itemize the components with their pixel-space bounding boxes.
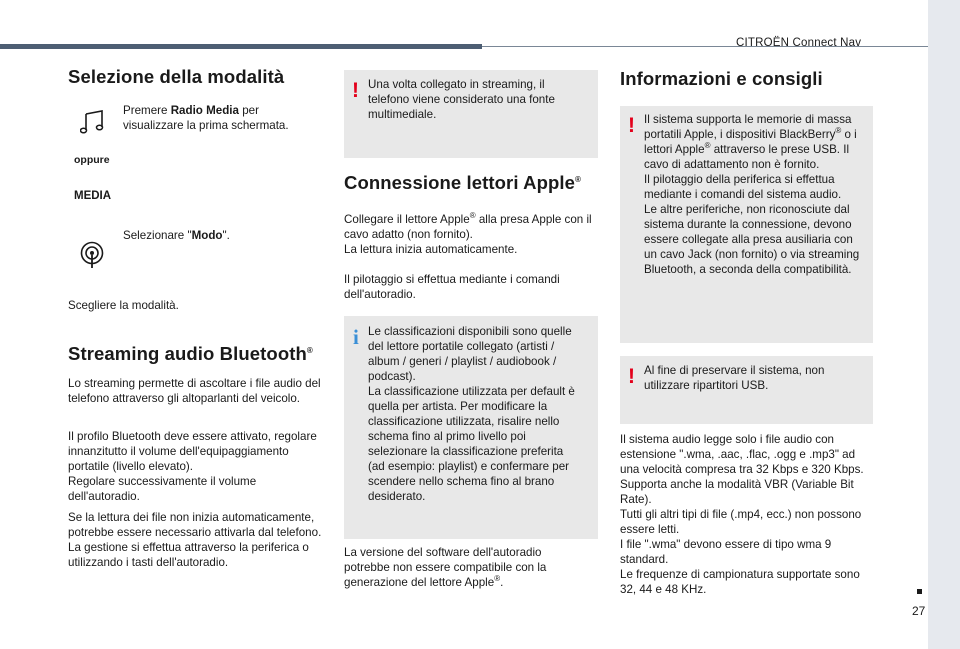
warning-devices-text: Il sistema supporta le memorie di massa portatili Apple, i dispositivi BlackBerry® o i lettori Apple® attraverso le prese USB. Il cavo di adattamento non è fornito. Il pilotaggio della periferica si effettua mediante i comandi del sistema audio. Le altre periferiche, non riconosciute dal sistema durante la connessione, devono essere collegate alla presa ausiliaria con un cavo Jack (non fornito) o via streaming Bluetooth, a seconda della compatibilità. <box>644 113 860 276</box>
info-title: Informazioni e consigli <box>620 68 823 89</box>
brand-label: CITROËN Connect Nav <box>736 37 862 49</box>
choose-mode-text: Scegliere la modalità. <box>68 299 179 312</box>
bluetooth-title: Streaming audio Bluetooth® <box>68 343 313 364</box>
apple-paragraph-3: La versione del software dell'autoradio potrebbe non essere compatibile con la generazione del lettore Apple®. <box>344 546 547 589</box>
apple-paragraph-1: Collegare il lettore Apple® alla presa Apple con il cavo adatto (non fornito). La lettura inizia automaticamente. <box>344 211 592 256</box>
info-icon: i <box>353 325 359 349</box>
bluetooth-paragraph-3: Se la lettura dei file non inizia automaticamente, potrebbe essere necessario attivarla dal telefono. La gestione si effettua attraverso la periferica o utilizzando i tasti dell'autoradio. <box>68 511 322 569</box>
warning-icon: ! <box>352 79 359 102</box>
music-note-icon <box>80 109 106 135</box>
or-label: oppure <box>74 154 110 166</box>
radio-signal-icon <box>80 241 104 269</box>
bluetooth-paragraph-1: Lo streaming permette di ascoltare i file audio del telefono attraverso gli altoparlanti del veicolo. <box>68 377 321 405</box>
header-bar <box>0 44 482 49</box>
page-number: 27 <box>912 604 926 618</box>
page-marker <box>917 589 922 594</box>
audio-formats-text: Il sistema audio legge solo i file audio con estensione ".wma, .aac, .flac, .ogg e .mp3" ad una velocità compresa tra 32 Kbps e 320 Kbps. Supporta anche la modalità VBR (Variable Bit Rate). Tutti gli altri tipi di file (.mp4, ecc.) non possono essere letti. I file ".wma" devono essere di tipo wma 9 standard. Le frequenze di campionatura supportate sono 32, 44 e 48 KHz. <box>620 433 864 596</box>
warning-streaming-text: Una volta collegato in streaming, il telefono viene considerato una fonte multimediale. <box>368 78 555 121</box>
warning-icon: ! <box>628 114 635 137</box>
warning-usb-text: Al fine di preservare il sistema, non utilizzare ripartitori USB. <box>644 364 825 392</box>
warning-icon: ! <box>628 365 635 388</box>
apple-title: Connessione lettori Apple® <box>344 172 582 193</box>
step-radio-media: Premere Radio Media per visualizzare la prima schermata. <box>123 104 289 132</box>
media-button-label: MEDIA <box>74 190 112 202</box>
step-mode: Selezionare "Modo". <box>123 229 230 242</box>
page-sidebar <box>928 0 960 649</box>
bluetooth-paragraph-2: Il profilo Bluetooth deve essere attivato, regolare innanzitutto il volume dell'equipaggiamento portatile (livello elevato). Regolare successivamente il volume dell'autoradio. <box>68 430 317 503</box>
apple-paragraph-2: Il pilotaggio si effettua mediante i comandi dell'autoradio. <box>344 273 560 301</box>
info-classification-text: Le classificazioni disponibili sono quelle del lettore portatile collegato (artisti / album / generi / playlist / audiobook / podcast). La classificazione utilizzata per default è quella per artista. Per modificare la classificazione utilizzata, risalire nello schema fino al primo livello poi selezionare la classificazione preferita (ad esempio: playlist) e confermare per scendere nello schema fino al brano desiderato. <box>368 325 575 503</box>
mode-title: Selezione della modalità <box>68 66 285 87</box>
